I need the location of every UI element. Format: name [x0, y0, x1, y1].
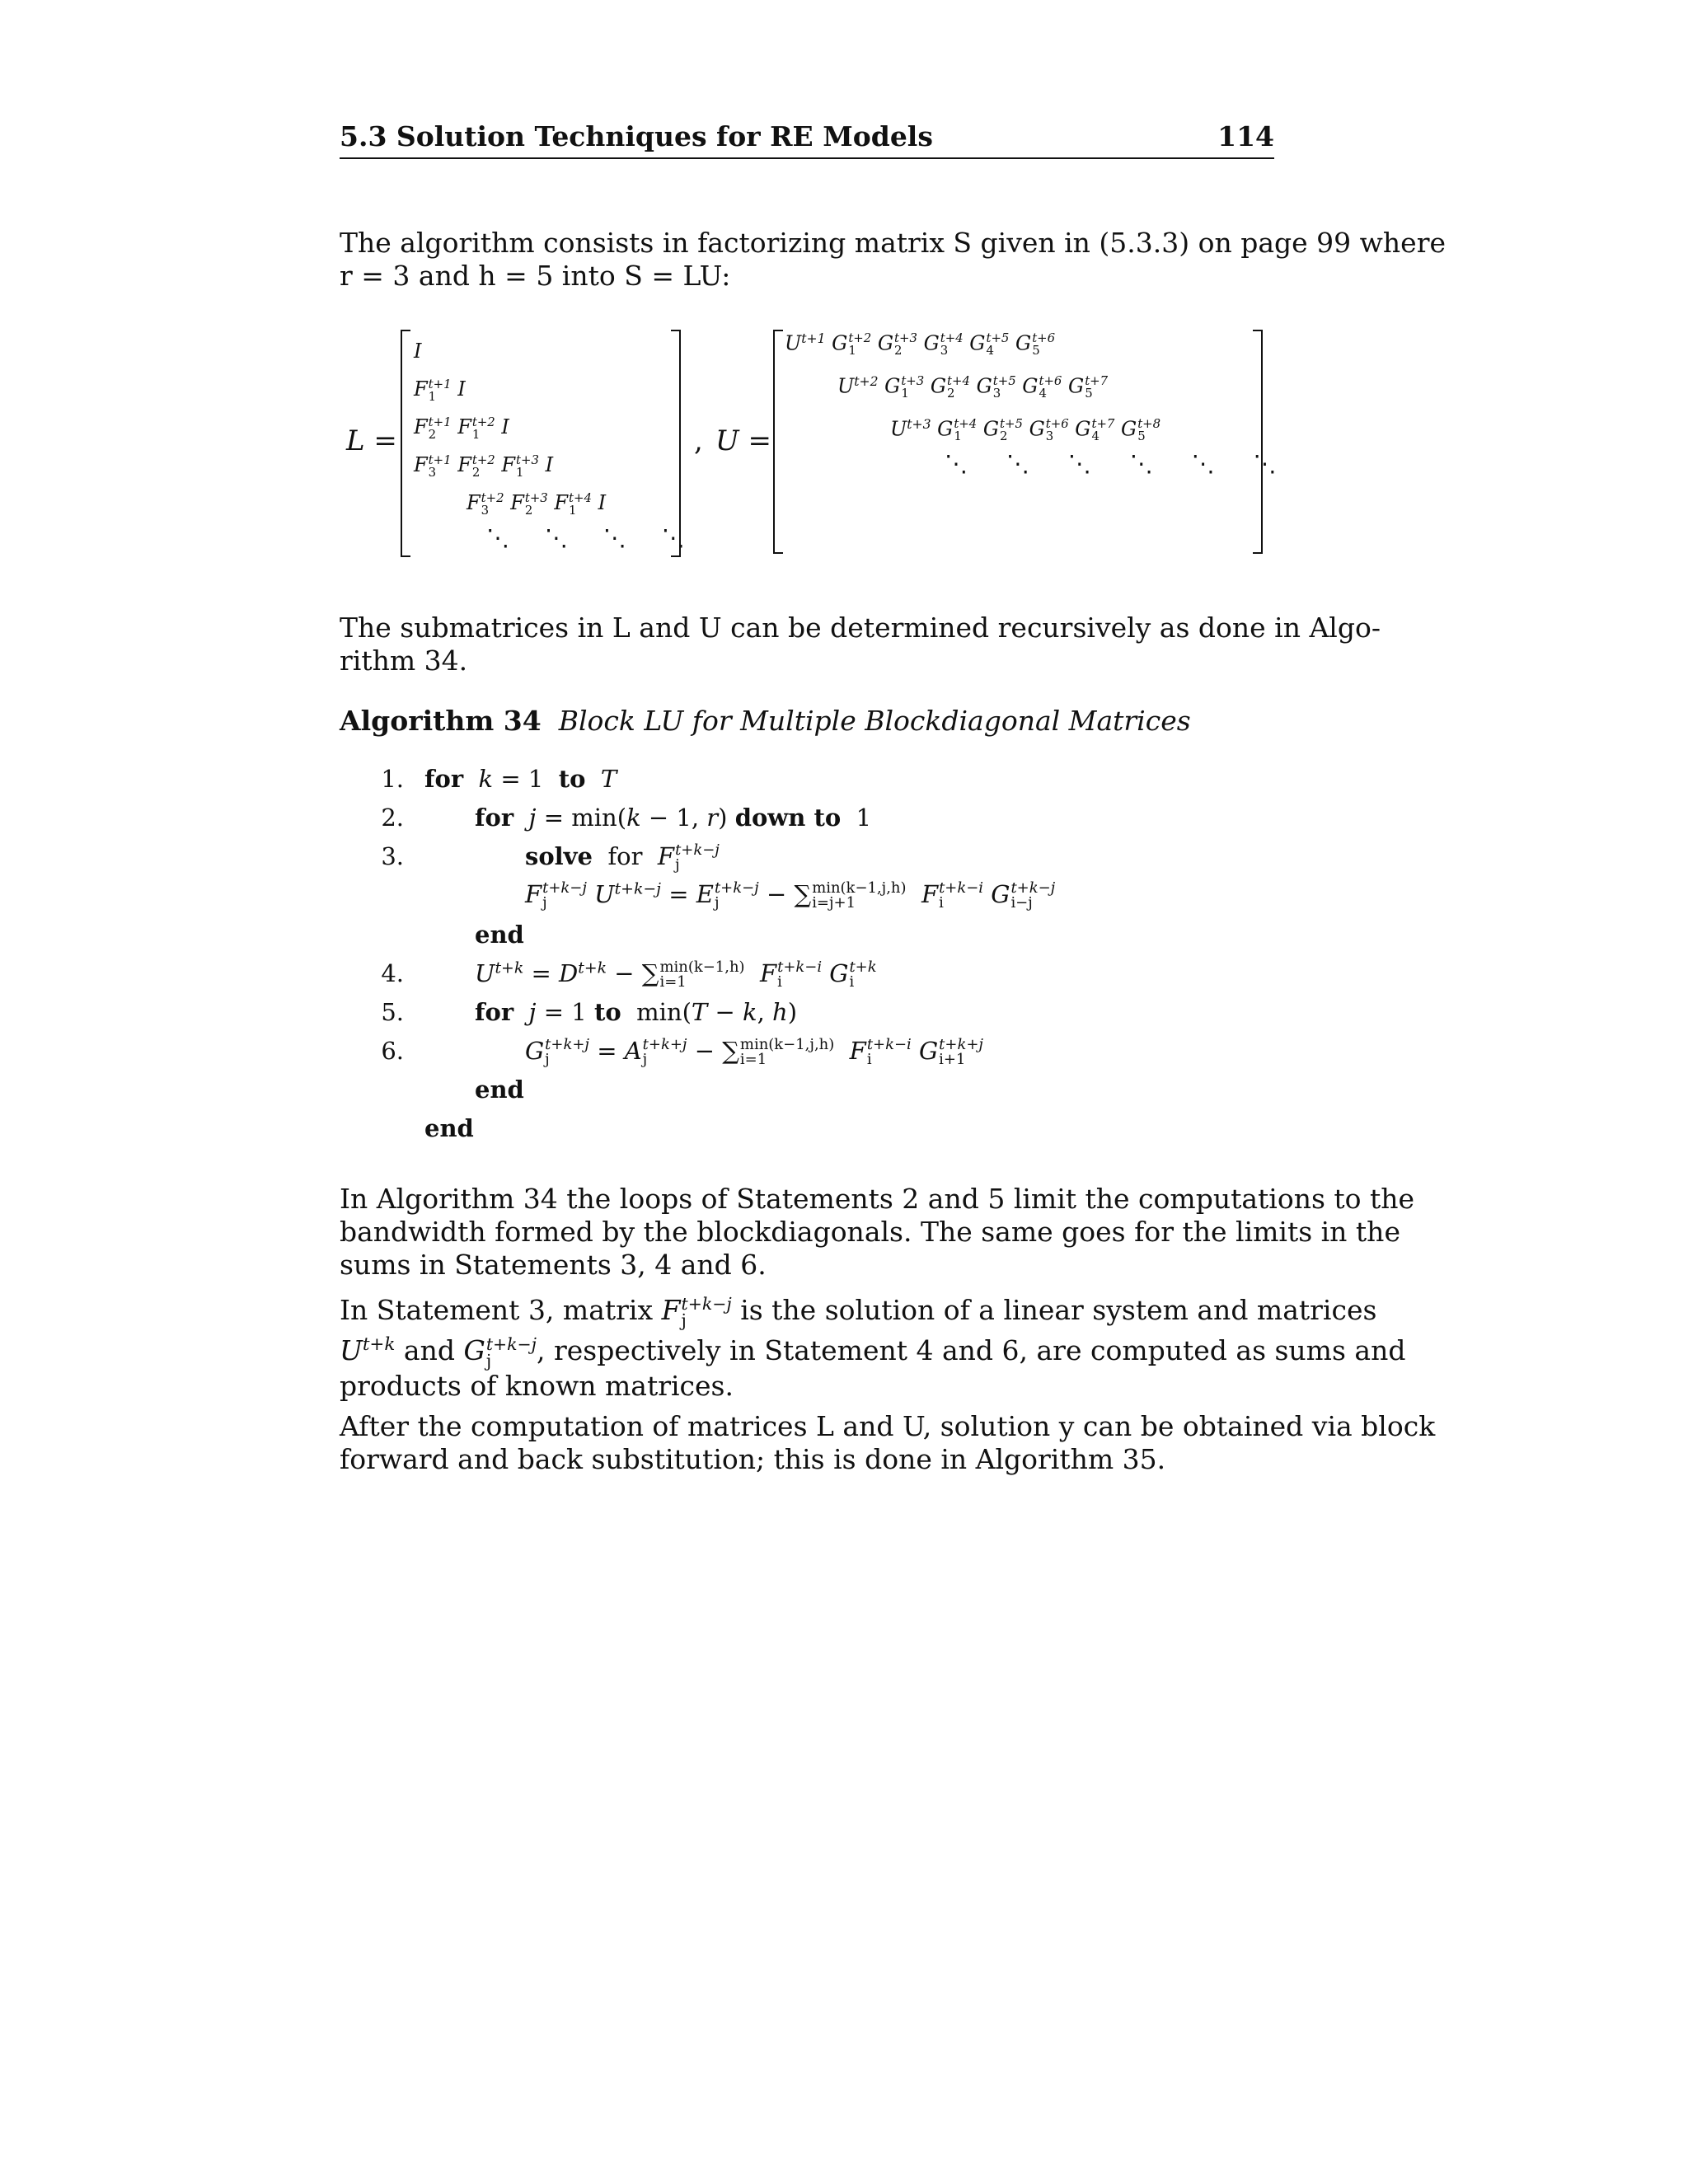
discussion-p2-line-1: In Statement 3, matrix F t+k−j j is the solution of a linear system and matrices: [340, 1293, 1377, 1330]
matrix-L-row-2: F t+1 1 I: [414, 376, 466, 404]
matrix-U-ddots: ⋱ ⋱ ⋱ ⋱ ⋱ ⋱: [945, 450, 1277, 477]
discussion-p1-line-3: sums in Statements 3, 4 and 6.: [340, 1249, 767, 1281]
submatrices-line-1: The submatrices in L and U can be determined recursively as done in Algo-: [340, 612, 1381, 644]
intro-paragraph: [340, 227, 1446, 293]
algo-statement-4: $U^{t+k} = D^{t+k}$ − ∑ min(k−1,h) i=1 F t+k−i i G t+k i: [475, 958, 877, 991]
matrix-L-row-1: I: [414, 340, 422, 363]
discussion-p3-line-2: forward and back substitution; this is done in Algorithm 35.: [340, 1443, 1166, 1475]
matrix-U-row-3: $U^{t+3}$ G t+4 1 G t+5 2 G t+6 3 G t+7 4 G t+8 5: [890, 416, 1161, 444]
matrix-U-row-2: $U^{t+2}$ G t+3 1 G t+4 2 G t+5 3 G t+6 4 G t+7 5: [837, 373, 1109, 401]
matrix-L-row-5: F t+2 3 F t+3 2 F t+4 1 I: [467, 490, 607, 518]
algo-number-1: 1.: [381, 765, 404, 793]
algo-number-4: 4.: [381, 959, 404, 987]
matrix-L-row-4: F t+1 3 F t+2 2 F t+3 1 I: [414, 452, 554, 480]
matrix-L-right-bracket: [671, 330, 681, 557]
algo-number-3: 3.: [381, 842, 404, 870]
algo-statement-1: for k = 1 to T: [424, 765, 617, 793]
matrix-separator: ,: [694, 424, 703, 457]
matrix-U-label: U =: [715, 424, 771, 457]
matrix-U-right-bracket: [1253, 330, 1263, 554]
discussion-p3-line-1: After the computation of matrices L and U, solution y can be obtained via block: [340, 1410, 1436, 1442]
algo-statement-5: for j = 1 to min(T − k, h): [475, 998, 798, 1026]
algorithm-label: Algorithm 34: [340, 705, 542, 737]
matrix-L-ddots: ⋱ ⋱ ⋱ ⋱: [486, 524, 685, 551]
submatrices-line-2: rithm 34.: [340, 644, 468, 677]
algo-end-outer: end: [424, 1114, 474, 1142]
discussion-paragraph-2: [340, 1293, 1406, 1403]
matrix-U-left-bracket: [773, 330, 783, 554]
algo-statement-3-equation: F t+k−j j $U^{t+k-j} = E$ t+k−j j − ∑ min(k−1,j,h) i=j+1 F t+k−i i G t+k−j i−j: [525, 879, 1056, 912]
algo-statement-3: solve for F t+k−j j: [525, 841, 720, 874]
algo-number-6: 6.: [381, 1037, 404, 1065]
algo-statement-2: for j = min(k − 1, r) down to 1: [475, 804, 872, 832]
submatrices-paragraph: [340, 612, 1381, 677]
matrix-L-row-3: F t+1 2 F t+2 1 I: [414, 414, 509, 442]
algo-number-2: 2.: [381, 804, 404, 832]
discussion-p1-line-2: bandwidth formed by the blockdiagonals. The same goes for the limits in the: [340, 1216, 1400, 1248]
discussion-paragraph-3: [340, 1410, 1436, 1476]
discussion-p2-line-2: $U^{t+k}$ and G t+k−j j , respectively in Statement 4 and 6, are computed as sums and: [340, 1333, 1406, 1371]
matrix-L-left-bracket: [401, 330, 410, 557]
discussion-paragraph-1: [340, 1183, 1415, 1282]
algorithm-heading: [340, 705, 1191, 737]
algo-statement-6: G t+k+j j = A t+k+j j − ∑ min(k−1,j,h) i=1 F t+k−i i G t+k+j i+1: [525, 1036, 983, 1068]
discussion-p1-line-1: In Algorithm 34 the loops of Statements 2 and 5 limit the computations to the: [340, 1183, 1415, 1215]
matrix-L-label: L =: [346, 424, 397, 457]
algo-end-inner-2: end: [475, 1076, 524, 1104]
intro-line-1: The algorithm consists in factorizing matrix S given in (5.3.3) on page 99 where: [340, 227, 1446, 259]
page-number: 114: [1217, 120, 1274, 152]
algo-number-5: 5.: [381, 998, 404, 1026]
section-title: 5.3 Solution Techniques for RE Models: [340, 120, 933, 152]
algorithm-title: Block LU for Multiple Blockdiagonal Matrices: [558, 705, 1191, 737]
matrix-U-row-1: $U^{t+1}$ G t+2 1 G t+3 2 G t+4 3 G t+5 4 G t+6 5: [785, 330, 1056, 359]
intro-line-2: r = 3 and h = 5 into S = LU:: [340, 260, 731, 292]
discussion-p2-line-3: products of known matrices.: [340, 1369, 734, 1402]
running-header: [340, 120, 1274, 159]
algo-end-inner-1: end: [475, 921, 524, 949]
